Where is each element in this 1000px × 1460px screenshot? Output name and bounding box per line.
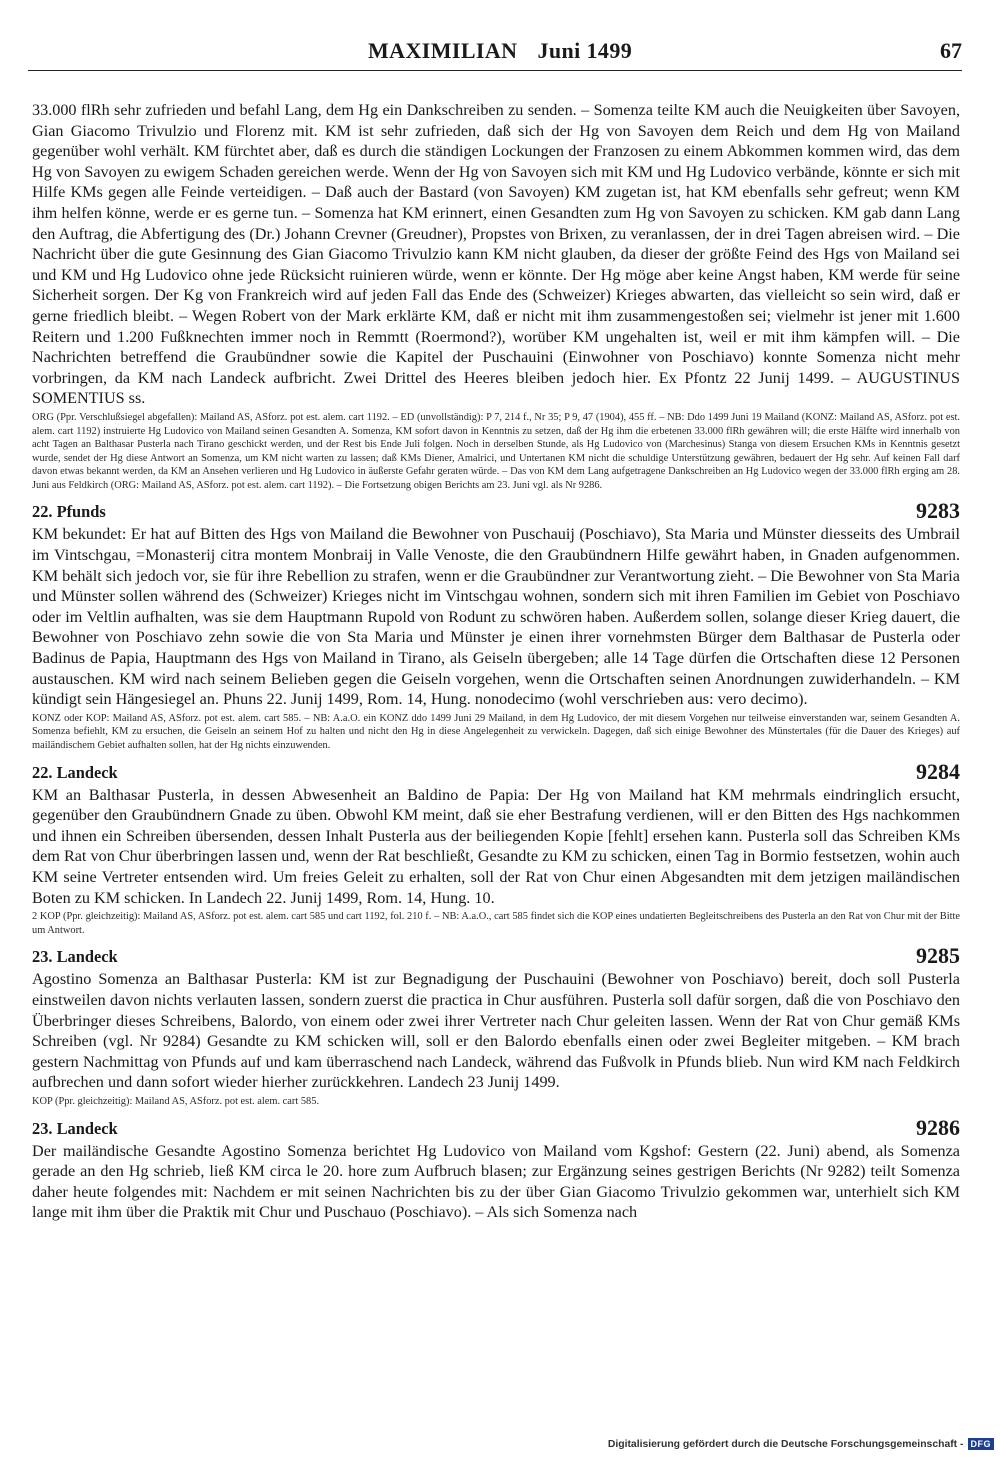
entry-number: 9286: [916, 1114, 960, 1140]
intro-note: ORG (Ppr. Verschlußsiegel abgefallen): Mailand AS, ASforz. pot est. alem. cart 1192. – ED (unvollständig): P 7, 214 f., Nr 35; P 9, 47 (1904), 455 ff. – NB: Ddo 1499 Juni 19 Mailand (KONZ: Mailand AS, ASforz. pot est. alem. cart 1192) instruierte Hg Ludovico von Mailand seinen Gesandten A. Somenza, KM sofort davon in Kenntnis zu setzen, daß der Hg ihm die erbetenen 33.000 flRh gewähren will; die erste Hälfte wird innerhalb von acht Tagen an Balthasar Pusterla nach Tirano geschickt werden, und der Rest bis Ende Juli folgen. Noch in derselben Stunde, als Hg Ludovico von (Marchesinus) Stanga von diesem Ersuchen KMs in Kenntnis gesetzt wurde, sendet der Hg diese Antwort an Somenza, um KM nicht warten zu lassen; daß KMs Diener, Amalrici, und Untertanen KM nicht die schuldige Unterstützung gewähren, bedauert der Hg sehr. Auf keinen Fall darf davon etwas bekannt werden, da KM an Ansehen verlieren und Hg Ludovico in äußerste Gefahr geraten würde. – Das von KM dem Lang aufgetragene Dankschreiben an Hg Ludovico wegen der 33.000 flRh erging am 28. Juni aus Feldkirch (ORG: Mailand AS, ASforz. pot est. alem. cart 1192). – Die Fortsetzung obigen Berichts am 23. Juni vgl. als Nr 9286.: [32, 411, 960, 491]
entry-heading-9283: [32, 500, 960, 524]
entry-heading-9284: [32, 758, 960, 785]
entry-dateline: 23. Landeck: [32, 947, 118, 967]
entry-text-9285: Agostino Somenza an Balthasar Pusterla: KM ist zur Begnadigung der Puschauini (Bewohner von Poschiavo) bereit, doch soll Pusterla einstweilen davon nichts verlauten lassen, sondern zuerst die practica in Chur ausführen. Pusterla soll dafür sorgen, daß die von Poschiavo den Überbringer dieses Schreibens, Balordo, von einem oder zwei ihrer Vertreter nach Chur geleiten lassen. Wenn der Rat von Chur gemäß KMs Schreiben (vgl. Nr 9284) Gesandte zu KM schicken will, soll er den Balordo ebenfalls einen oder zwei Begleiter mitgeben. – KM brach gestern Nachmittag von Pfunds auf und kam überraschend nach Landeck, während das Fußvolk in Pfunds blieb. Nun wird KM nach Feldkirch aufbrechen und dann sofort wieder hierher zurückkehren. Landech 23 Junij 1499.: [32, 970, 960, 1092]
dfg-logo: DFG: [968, 1438, 995, 1450]
header-date: Juni 1499: [537, 38, 633, 63]
entry-number: 9285: [916, 943, 960, 969]
entry-text-9283: KM bekundet: Er hat auf Bitten des Hgs von Mailand die Bewohner von Puschauij (Poschiavo), Sta Maria und Münster diesseits des Umbrail im Vintschgau, =Monasterij citra montem Monbraij in Valle Venoste, die den Graubündnern Hilfe gewährt haben, in Gnaden aufgenommen. KM behält sich jedoch vor, sie für ihre Rebellion zu strafen, wenn er die Graubündner zur Verantwortung zieht. – Die Bewohner von Sta Maria und Münster sollen während des (Schweizer) Krieges nicht im Vintschgau wohnen, sondern sich mit ihren Familien im Gebiet von Poschiavo oder im Veltlin aufhalten, was sie dem Hauptmann Rupold von Rodunt zu schwören haben. Außerdem sollen, solange dieser Krieg dauert, die Bewohner von Poschiavo zehn sowie die von Sta Maria und Münster je einen ihrer vornehmsten Bürger dem Balthasar de Pusterla oder Badinus de Papia, Hauptmann des Hgs von Mailand in Tirano, als Geiseln übergeben; alle 14 Tage dürfen die Ortschaften diese 12 Personen austauschen. KM wird nach seinem Belieben gegen die Geiseln vorgehen, wenn die Ortschaften seinen Anordnungen zuwiderhandeln. – KM kündigt sein Hängesiegel an. Phuns 22. Junij 1499, Rom. 14, Hung. nonodecimo (wohl verschrieben aus: vero decimo).: [32, 525, 960, 709]
entry-number: 9283: [916, 498, 960, 524]
entry-dateline: 22. Pfunds: [32, 502, 106, 522]
running-header: [28, 38, 962, 72]
entry-number: 9284: [916, 758, 960, 784]
page-number: 67: [940, 38, 962, 63]
funding-footer: [608, 1438, 994, 1450]
intro-text: 33.000 flRh sehr zufrieden und befahl Lang, dem Hg ein Dankschreiben zu senden. – Somenza teilte KM auch die Neuigkeiten über Savoyen, Gian Giacomo Trivulzio und Florenz mit. KM ist sehr zufrieden, daß sich der Hg von Savoyen dem Reich und dem Hg von Mailand gegenüber wohl verhält. KM fürchtet aber, daß es durch die ständigen Lockungen der Franzosen zu einem Abkommen kommen wird, das dem Hg von Savoyen zu ewigem Schaden gereichen werde. Wenn der Hg von Savoyen sich mit KM und Hg Ludovico verbände, könnte er sich mit Hilfe KMs gegen alle Feinde verteidigen. – Daß auch der Bastard (von Savoyen) KM zugetan ist, hat KM ebenfalls sehr gefreut; wenn KM ihm helfen könne, werde er es gerne tun. – Somenza hat KM erinnert, einen Gesandten zum Hg von Savoyen zu schicken. KM gab dann Lang den Auftrag, die Abfertigung des (Dr.) Johann Crevner (Greudner), Propstes von Brixen, zu veranlassen, der in drei Tagen abreisen wird. – Die Nachricht über die gute Gesinnung des Gian Giacomo Trivulzio kann KM nicht glauben, da dieser der größte Feind des Hgs von Mailand sei und KM und Hg Ludovico ohne jede Rücksicht ruinieren würde, wenn er könnte. Der Hg möge aber keine Angst haben, KM werde für seine Sicherheit sorgen. Der Kg von Frankreich wird auf jeden Fall das Ende des (Schweizer) Krieges abwarten, das vielleicht so sein wird, daß er gerne friedlich bleibt. – Wegen Robert von der Mark erklärte KM, daß er nicht mit ihm zusammengestoßen sei; vielmehr ist jener mit 1.600 Reitern und 1.200 Fußknechten immer noch in Remmtt (Roermond?), worüber KM ungehalten ist, weil er mit ihm kämpfen will. – Die Nachrichten betreffend die Graubündner sowie die Kapitel der Puschauini (Einwohner von Poschiavo) konnte Somenza nicht mehr vorbringen, da KM nach Landeck aufbricht. Zwei Drittel des Heeres bleiben jedoch hier. Ex Pfontz 22 Junij 1499. – AUGUSTINUS SOMENTIUS ss.: [32, 101, 960, 408]
header-title: [368, 38, 632, 64]
entry-text-9286: Der mailändische Gesandte Agostino Somenza berichtet Hg Ludovico von Mailand vom Kgshof: Gestern (22. Juni) abend, als Somenza gerade an den Hg schrieb, ließ KM circa le 20. hore zum Aufbruch blasen; zur Ergänzung seines gestrigen Berichts (Nr 9282) teilt Somenza daher heute folgendes mit: Nachdem er mit seinen Nachrichten bis zu der über Gian Giacomo Trivulzio gekommen war, unterhielt sich KM lange mit ihm über die Praktik mit Chur und Puschauo (Poschiavo). – Als sich Somenza nach: [32, 1141, 960, 1222]
entry-dateline: 22. Landeck: [32, 762, 118, 782]
entry-text-9284: KM an Balthasar Pusterla, in dessen Abwesenheit an Baldino de Papia: Der Hg von Mailand hat KM mehrmals eindringlich ersucht, gegenüber den Graubündnern Gnade zu üben. Obwohl KM meint, daß sie eher Bestrafung verdienen, will er den Bitten des Hgs nachkommen und ihnen ein Schreiben übersenden, dessen Inhalt Pusterla aus der beiliegenden Kopie [fehlt] ersehen kann. Pusterla soll das Schreiben KMs dem Rat von Chur überbringen lassen und, wenn der Rat beschließt, Gesandte zu KM zu schicken, einen Tag in Bormio festsetzen, wohin auch KM seine Vertreter entsenden wird. Um freies Geleit zu erhalten, soll der Rat von Chur einen Abgesandten mit dem jetzigen mailändischen Boten zu KM schicken. In Landech 22. Junij 1499, Rom. 14, Hung. 10.: [32, 785, 960, 907]
funding-text: Digitalisierung gefördert durch die Deutsche Forschungsgemeinschaft -: [607, 1438, 964, 1450]
entry-heading-9285: [32, 945, 960, 969]
entry-dateline: 23. Landeck: [32, 1118, 118, 1138]
entry-heading-9286: [32, 1114, 960, 1141]
entry-note-9285: KOP (Ppr. gleichzeitig): Mailand AS, ASforz. pot est. alem. cart 585.: [32, 1095, 320, 1107]
entry-note-9283: KONZ oder KOP: Mailand AS, ASforz. pot est. alem. cart 585. – NB: A.a.O. ein KONZ ddo 1499 Juni 29 Mailand, in dem Hg Ludovico, der mit diesem Vorgehen nur teilweise einverstanden war, seinem Gesandten A. Somenza befiehlt, KM zu ersuchen, die Geiseln an seinem Hof zu halten und nicht den Hg in diese Angelegenheit zu verwickeln. Dagegen, daß sich einige Bewohner des Münstertales (für die Dauer des Krieges) auf mailändischem Gebiet aufhalten sollen, hat der Hg nichts einzuwenden.: [32, 712, 960, 751]
entry-note-9284: 2 KOP (Ppr. gleichzeitig): Mailand AS, ASforz. pot est. alem. cart 585 und cart 1192, fol. 210 f. – NB: A.a.O., cart 585 findet sich die KOP eines undatierten Begleitschreibens des Pusterla an den Rat von Chur mit der Bitte um Antwort.: [32, 911, 960, 936]
header-rule: [28, 70, 962, 71]
page-content: [32, 100, 960, 1223]
header-name: MAXIMILIAN: [368, 38, 518, 63]
